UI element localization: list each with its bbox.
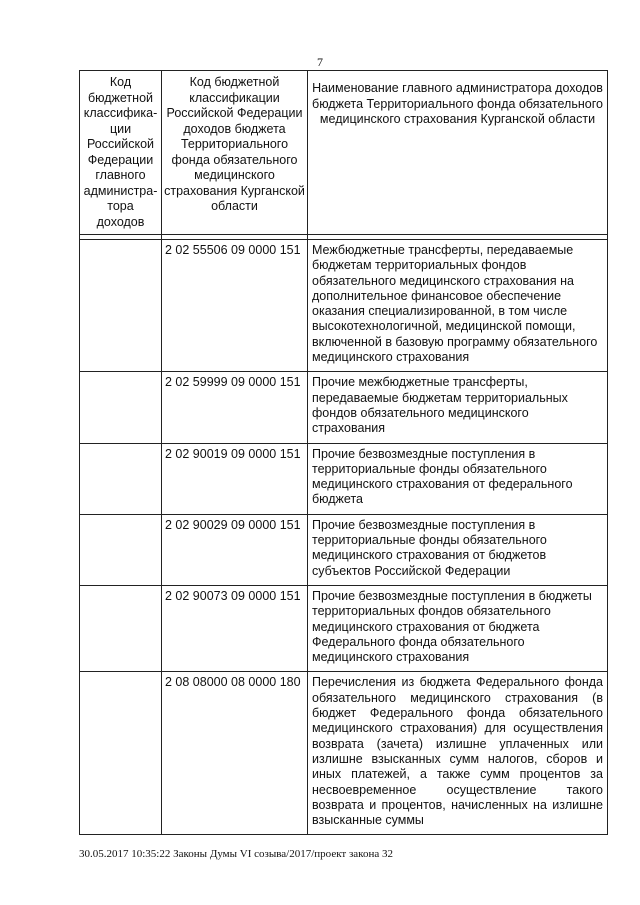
admin-code-cell: [80, 240, 162, 372]
header-admin-code: Код бюджетной классифика-ции Российской Федерации главного администра-тора доходов: [80, 71, 162, 235]
admin-code-cell: [80, 672, 162, 835]
document-footer: 30.05.2017 10:35:22 Законы Думы VI созыва/2017/проект закона 32: [79, 848, 393, 860]
revenue-name-cell: Прочие безвозмездные поступления в территориальные фонды обязательного медицинского страхования от федерального бюджета: [308, 443, 608, 514]
page-number: 7: [317, 55, 323, 69]
revenue-code-cell: 2 08 08000 08 0000 180: [162, 672, 308, 835]
revenue-name-cell: Межбюджетные трансферты, передаваемые бюджетам территориальных фондов обязательного медицинского страхования на дополнительное финансовое обеспечение оказания специализированной, в том числе высокотехнологичной, медицинской помощи, включенной в базовую программу обязательного медицинского страхования: [308, 240, 608, 372]
table-row: [80, 372, 608, 443]
revenue-name-cell: Перечисления из бюджета Федерального фонда обязательного медицинского страхования (в бюджет Федерального фонда обязательного медицинского страхования) для осуществления возврата (зачета) излишне уплаченных или излишне взысканных сумм налогов, сборов и иных платежей, а также сумм процентов за несвоевременное осуществление такого возврата и процентов, начисленных на излишне взысканные суммы: [308, 672, 608, 835]
table-header-row: [80, 71, 608, 235]
table-row: [80, 443, 608, 514]
revenue-code-cell: 2 02 55506 09 0000 151: [162, 240, 308, 372]
table-row: [80, 585, 608, 671]
revenue-code-cell: 2 02 59999 09 0000 151: [162, 372, 308, 443]
revenue-code-cell: 2 02 90073 09 0000 151: [162, 585, 308, 671]
header-admin-name: Наименование главного администратора доходов бюджета Территориального фонда обязательного медицинского страхования Курганской области: [308, 71, 608, 235]
table-row: [80, 240, 608, 372]
admin-code-cell: [80, 443, 162, 514]
revenue-name-cell: Прочие безвозмездные поступления в территориальные фонды обязательного медицинского страхования от бюджетов субъектов Российской Федерации: [308, 514, 608, 585]
admin-code-cell: [80, 372, 162, 443]
table-row: [80, 514, 608, 585]
revenue-name-cell: Прочие межбюджетные трансферты, передаваемые бюджетам территориальных фондов обязательного медицинского страхования: [308, 372, 608, 443]
revenue-name-cell: Прочие безвозмездные поступления в бюджеты территориальных фондов обязательного медицинского страхования от бюджета Федерального фонда обязательного медицинского страхования: [308, 585, 608, 671]
revenue-code-cell: 2 02 90029 09 0000 151: [162, 514, 308, 585]
budget-classification-table: [79, 70, 608, 835]
header-revenue-code: Код бюджетной классификации Российской Федерации доходов бюджета Территориального фонда обязательного медицинского страхования Курганской области: [162, 71, 308, 235]
table-row: [80, 672, 608, 835]
revenue-code-cell: 2 02 90019 09 0000 151: [162, 443, 308, 514]
admin-code-cell: [80, 514, 162, 585]
admin-code-cell: [80, 585, 162, 671]
